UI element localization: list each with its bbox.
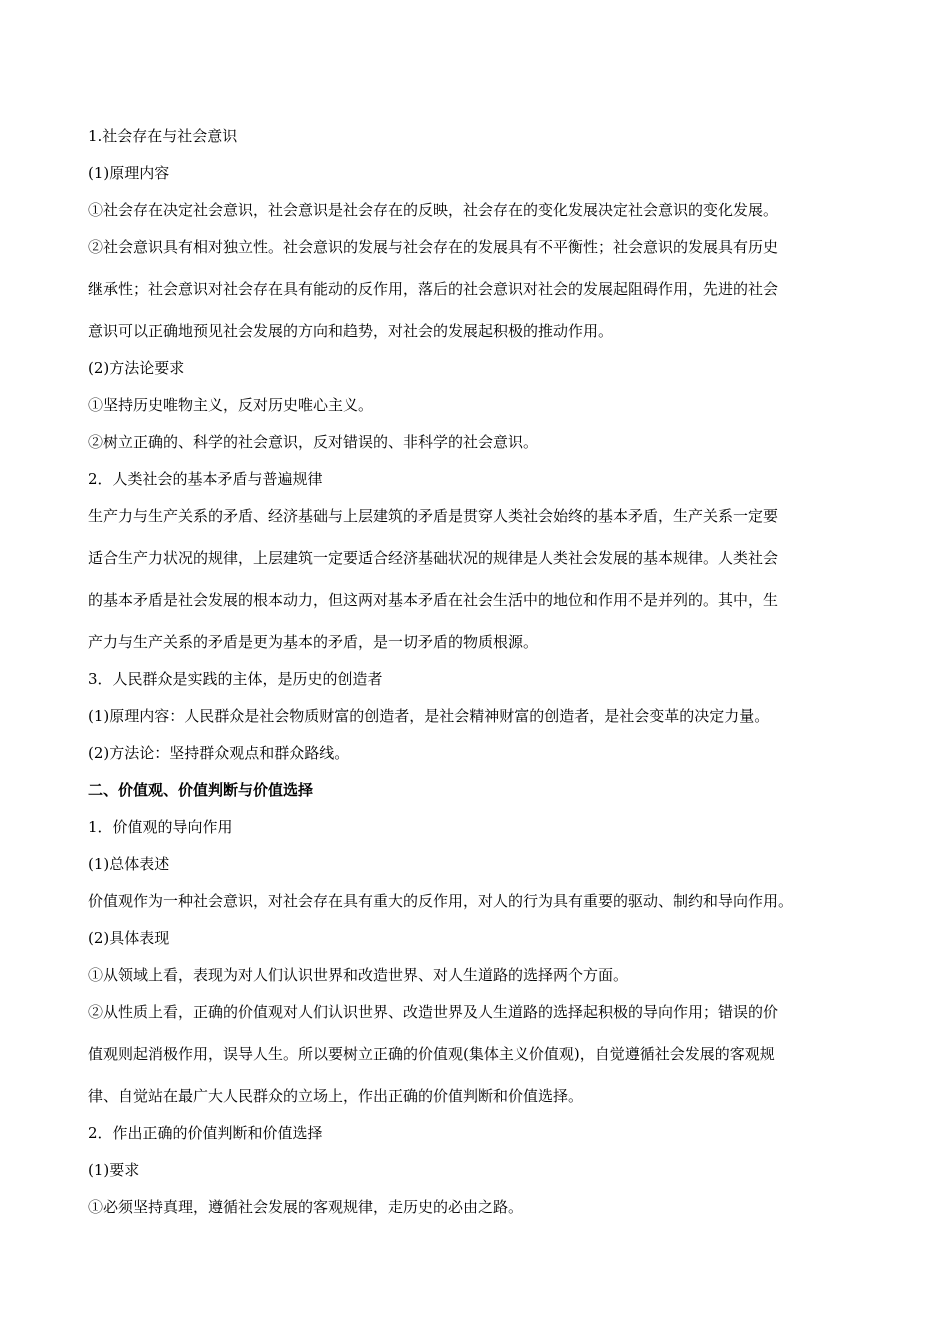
section-heading: 1．价值观的导向作用 bbox=[88, 818, 233, 836]
paragraph-line: 生产力与生产关系的矛盾、经济基础与上层建筑的矛盾是贯穿人类社会始终的基本矛盾，生产关系一定要 bbox=[88, 507, 779, 525]
subsection-heading: (1)总体表述 bbox=[88, 855, 170, 873]
paragraph-line: ②社会意识具有相对独立性。社会意识的发展与社会存在的发展具有不平衡性；社会意识的发展具有历史 bbox=[88, 238, 779, 256]
subsection-heading: (1)要求 bbox=[88, 1161, 140, 1179]
subsection-heading: (1)原理内容 bbox=[88, 164, 170, 182]
section-heading: 2．作出正确的价值判断和价值选择 bbox=[88, 1124, 323, 1142]
chapter-heading: 二、价值观、价值判断与价值选择 bbox=[88, 781, 314, 799]
paragraph-line: 意识可以正确地预见社会发展的方向和趋势，对社会的发展起积极的推动作用。 bbox=[88, 322, 614, 340]
paragraph-line: 价值观作为一种社会意识，对社会存在具有重大的反作用，对人的行为具有重要的驱动、制约和导向作用。 bbox=[88, 892, 794, 910]
paragraph-line: 律、自觉站在最广大人民群众的立场上，作出正确的价值判断和价值选择。 bbox=[88, 1087, 584, 1105]
paragraph-line: 产力与生产关系的矛盾是更为基本的矛盾，是一切矛盾的物质根源。 bbox=[88, 633, 539, 651]
list-item: ①必须坚持真理，遵循社会发展的客观规律，走历史的必由之路。 bbox=[88, 1198, 524, 1216]
list-item: ①从领域上看，表现为对人们认识世界和改造世界、对人生道路的选择两个方面。 bbox=[88, 966, 629, 984]
subsection-heading: (2)具体表现 bbox=[88, 929, 170, 947]
paragraph-line: 的基本矛盾是社会发展的根本动力，但这两对基本矛盾在社会生活中的地位和作用不是并列的。其中，生 bbox=[88, 591, 779, 609]
paragraph-line: ②从性质上看，正确的价值观对人们认识世界、改造世界及人生道路的选择起积极的导向作用；错误的价 bbox=[88, 1003, 779, 1021]
section-heading: 2．人类社会的基本矛盾与普遍规律 bbox=[88, 470, 323, 488]
section-heading: 3．人民群众是实践的主体，是历史的创造者 bbox=[88, 670, 383, 688]
paragraph-line: 值观则起消极作用，误导人生。所以要树立正确的价值观(集体主义价值观)，自觉遵循社会发展的客观规 bbox=[88, 1045, 775, 1063]
document-body bbox=[88, 123, 878, 1231]
list-item: ②树立正确的、科学的社会意识，反对错误的、非科学的社会意识。 bbox=[88, 433, 539, 451]
paragraph-line: 继承性；社会意识对社会存在具有能动的反作用，落后的社会意识对社会的发展起阻碍作用，先进的社会 bbox=[88, 280, 779, 298]
list-item: ①坚持历史唯物主义，反对历史唯心主义。 bbox=[88, 396, 374, 414]
paragraph-line: (2)方法论：坚持群众观点和群众路线。 bbox=[88, 744, 350, 762]
subsection-heading: (2)方法论要求 bbox=[88, 359, 185, 377]
paragraph-line: (1)原理内容：人民群众是社会物质财富的创造者，是社会精神财富的创造者，是社会变革的决定力量。 bbox=[88, 707, 770, 725]
list-item: ①社会存在决定社会意识，社会意识是社会存在的反映，社会存在的变化发展决定社会意识的变化发展。 bbox=[88, 201, 779, 219]
section-heading: 1.社会存在与社会意识 bbox=[88, 127, 238, 145]
paragraph-line: 适合生产力状况的规律，上层建筑一定要适合经济基础状况的规律是人类社会发展的基本规律。人类社会 bbox=[88, 549, 779, 567]
